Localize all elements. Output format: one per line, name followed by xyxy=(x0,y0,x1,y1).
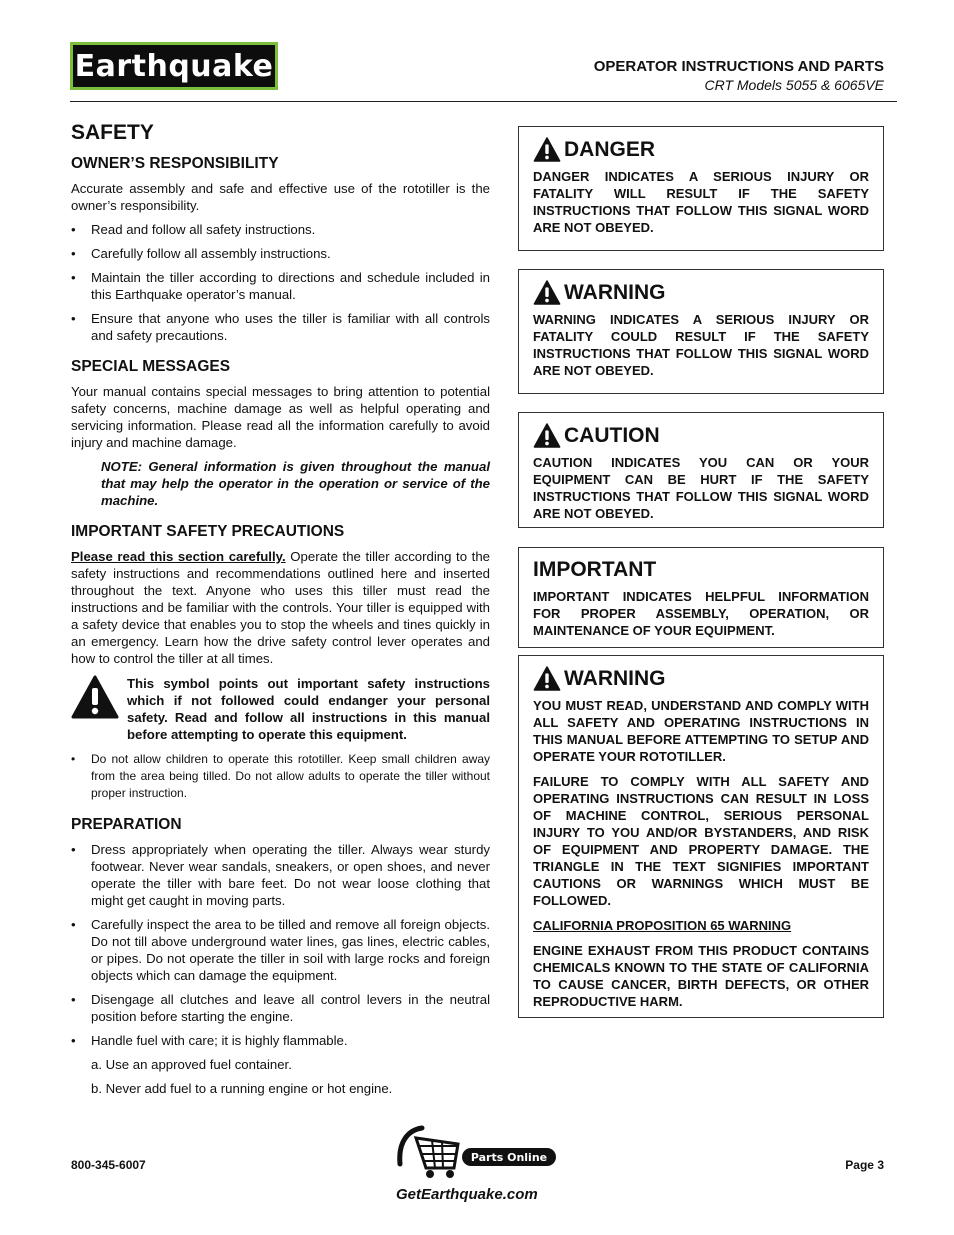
header-divider xyxy=(70,101,897,102)
heading-special-messages: SPECIAL MESSAGES xyxy=(71,358,231,375)
document-header xyxy=(594,58,884,93)
warning-title: WARNING xyxy=(533,280,869,305)
safety-symbol-text: This symbol points out important safety instructions which if not followed could endanger your personal safety. Read and follow all instructions in this manual before attempting to operate this equipment. xyxy=(127,676,490,742)
precautions-body: Please read this section carefully. Operate the tiller according to the safety instructions and recommendations outlined here and inserted throughout the text. Anyone who uses this tiller must read the instructions and be familiar with the controls. Your tiller is equipped with a safety device that enables you to stop the wheels and tines quickly in an emergency. Learn how the drive safety control lever operates and how to control the tiller at all times. xyxy=(71,549,491,666)
prop65-text: ENGINE EXHAUST FROM THIS PRODUCT CONTAINS CHEMICALS KNOWN TO THE STATE OF CALIFORNIA TO CAUSE CANCER, BIRTH DEFECTS, OR OTHER REPRODUCTIVE HARM. xyxy=(533,943,869,1009)
list-item: • Ensure that anyone who uses the tiller is familiar with all controls and safety precautions. xyxy=(71,311,490,343)
shopping-cart-icon xyxy=(396,1124,560,1180)
website-link[interactable]: GetEarthquake.com xyxy=(396,1186,538,1203)
special-messages-note: NOTE: General information is given throughout the manual that may help the operator in the operation or service of the machine. xyxy=(101,459,490,508)
safety-symbol-block xyxy=(71,675,490,743)
owners-intro: Accurate assembly and safe and effective use of the rototiller is the owner’s responsibility. xyxy=(71,181,490,213)
footer-phone: 800-345-6007 xyxy=(71,1158,146,1172)
heading-important-safety-precautions: IMPORTANT SAFETY PRECAUTIONS xyxy=(71,523,345,540)
document-subtitle: CRT Models 5055 & 6065VE xyxy=(704,77,884,93)
special-messages-body: Your manual contains special messages to bring attention to potential safety concerns, machine damage as well as helpful operating and servicing information. Please read all the information carefully to avoid injury and machine damage. xyxy=(71,384,490,450)
list-item: • Disengage all clutches and leave all control levers in the neutral position before starting the engine. xyxy=(71,992,490,1024)
parts-online-label: Parts Online xyxy=(470,1151,548,1164)
parts-online-logo[interactable] xyxy=(396,1124,560,1180)
list-item: • Do not allow children to operate this rototiller. Keep small children away from the area being tilled. Do not allow adults to operate the tiller without proper instruction. xyxy=(71,752,490,800)
danger-box xyxy=(518,126,884,251)
left-column xyxy=(71,121,491,1104)
warning-box xyxy=(518,269,884,394)
precautions-lead: Please read this section carefully. xyxy=(71,549,286,564)
danger-title: DANGER xyxy=(533,137,869,162)
list-item: • Dress appropriately when operating the tiller. Always wear sturdy footwear. Never wear sandals, sneakers, or open shoes, and never operate the tiller with bare feet. Do not wear loose clothing that might get caught in moving parts. xyxy=(71,842,490,908)
caution-title: CAUTION xyxy=(533,423,869,448)
page-number: Page 3 xyxy=(845,1158,884,1172)
logo-text: Earthquake xyxy=(74,48,274,84)
list-item: • Carefully inspect the area to be tilled and remove all foreign objects. Do not till above underground water lines, gas lines, electric cables, or pipes. Do not operate the tiller in soil with large rocks and foreign objects which can damage the equipment. xyxy=(71,917,490,983)
important-text: IMPORTANT INDICATES HELPFUL INFORMATION FOR PROPER ASSEMBLY, OPERATION, OR MAINTENANCE OF YOUR EQUIPMENT. xyxy=(533,589,869,638)
heading-owners-responsibility: OWNER’S RESPONSIBILITY xyxy=(71,155,279,172)
section-heading-safety: SAFETY xyxy=(71,121,154,144)
prop65-heading: CALIFORNIA PROPOSITION 65 WARNING xyxy=(533,918,792,933)
sub-list-item: b. Never add fuel to a running engine or hot engine. xyxy=(91,1081,393,1096)
warning-triangle-icon xyxy=(533,423,561,448)
heading-preparation: PREPARATION xyxy=(71,816,182,833)
warning-compliance-box xyxy=(518,655,884,1018)
warning-triangle-icon xyxy=(533,666,561,691)
caution-box xyxy=(518,412,884,528)
list-item: • Carefully follow all assembly instructions. xyxy=(71,246,331,261)
warning-triangle-icon xyxy=(533,280,561,305)
danger-text: DANGER INDICATES A SERIOUS INJURY OR FATALITY WILL RESULT IF THE SAFETY INSTRUCTIONS THAT FOLLOW THIS SIGNAL WORD ARE NOT OBEYED. xyxy=(533,169,869,235)
important-box xyxy=(518,547,884,648)
compliance-text: YOU MUST READ, UNDERSTAND AND COMPLY WITH ALL SAFETY AND OPERATING INSTRUCTIONS IN THIS MANUAL BEFORE ATTEMPTING TO SETUP AND OPERATE YOUR ROTOTILLER. xyxy=(533,698,869,764)
list-item: • Read and follow all safety instructions. xyxy=(71,222,316,237)
sub-list-item: a. Use an approved fuel container. xyxy=(91,1057,292,1072)
warning-triangle-icon xyxy=(533,137,561,162)
warning-text: WARNING INDICATES A SERIOUS INJURY OR FATALITY COULD RESULT IF THE SAFETY INSTRUCTIONS THAT FOLLOW THIS SIGNAL WORD ARE NOT OBEYED. xyxy=(533,312,869,378)
earthquake-logo xyxy=(70,42,278,90)
failure-text: FAILURE TO COMPLY WITH ALL SAFETY AND OPERATING INSTRUCTIONS CAN RESULT IN LOSS OF MACHINE CONTROL, SERIOUS PERSONAL INJURY TO YOU AND/OR BYSTANDERS, AND RISK OF EQUIPMENT AND PROPERTY DAMAGE. THE TRIANGLE IN THE TEXT SIGNIFIES IMPORTANT CAUTIONS OR WARNINGS WHICH MUST BE FOLLOWED. xyxy=(533,774,869,908)
caution-text: CAUTION INDICATES YOU CAN OR YOUR EQUIPMENT CAN BE HURT IF THE SAFETY INSTRUCTIONS THAT FOLLOW THIS SIGNAL WORD ARE NOT OBEYED. xyxy=(533,455,869,521)
document-title: OPERATOR INSTRUCTIONS AND PARTS xyxy=(593,58,884,75)
important-title: IMPORTANT xyxy=(533,558,657,581)
list-item: • Maintain the tiller according to directions and schedule included in this Earthquake operator’s manual. xyxy=(71,270,490,302)
list-item: • Handle fuel with care; it is highly flammable. xyxy=(71,1033,348,1048)
warning-compliance-title: WARNING xyxy=(533,666,869,691)
warning-triangle-icon xyxy=(71,675,127,743)
